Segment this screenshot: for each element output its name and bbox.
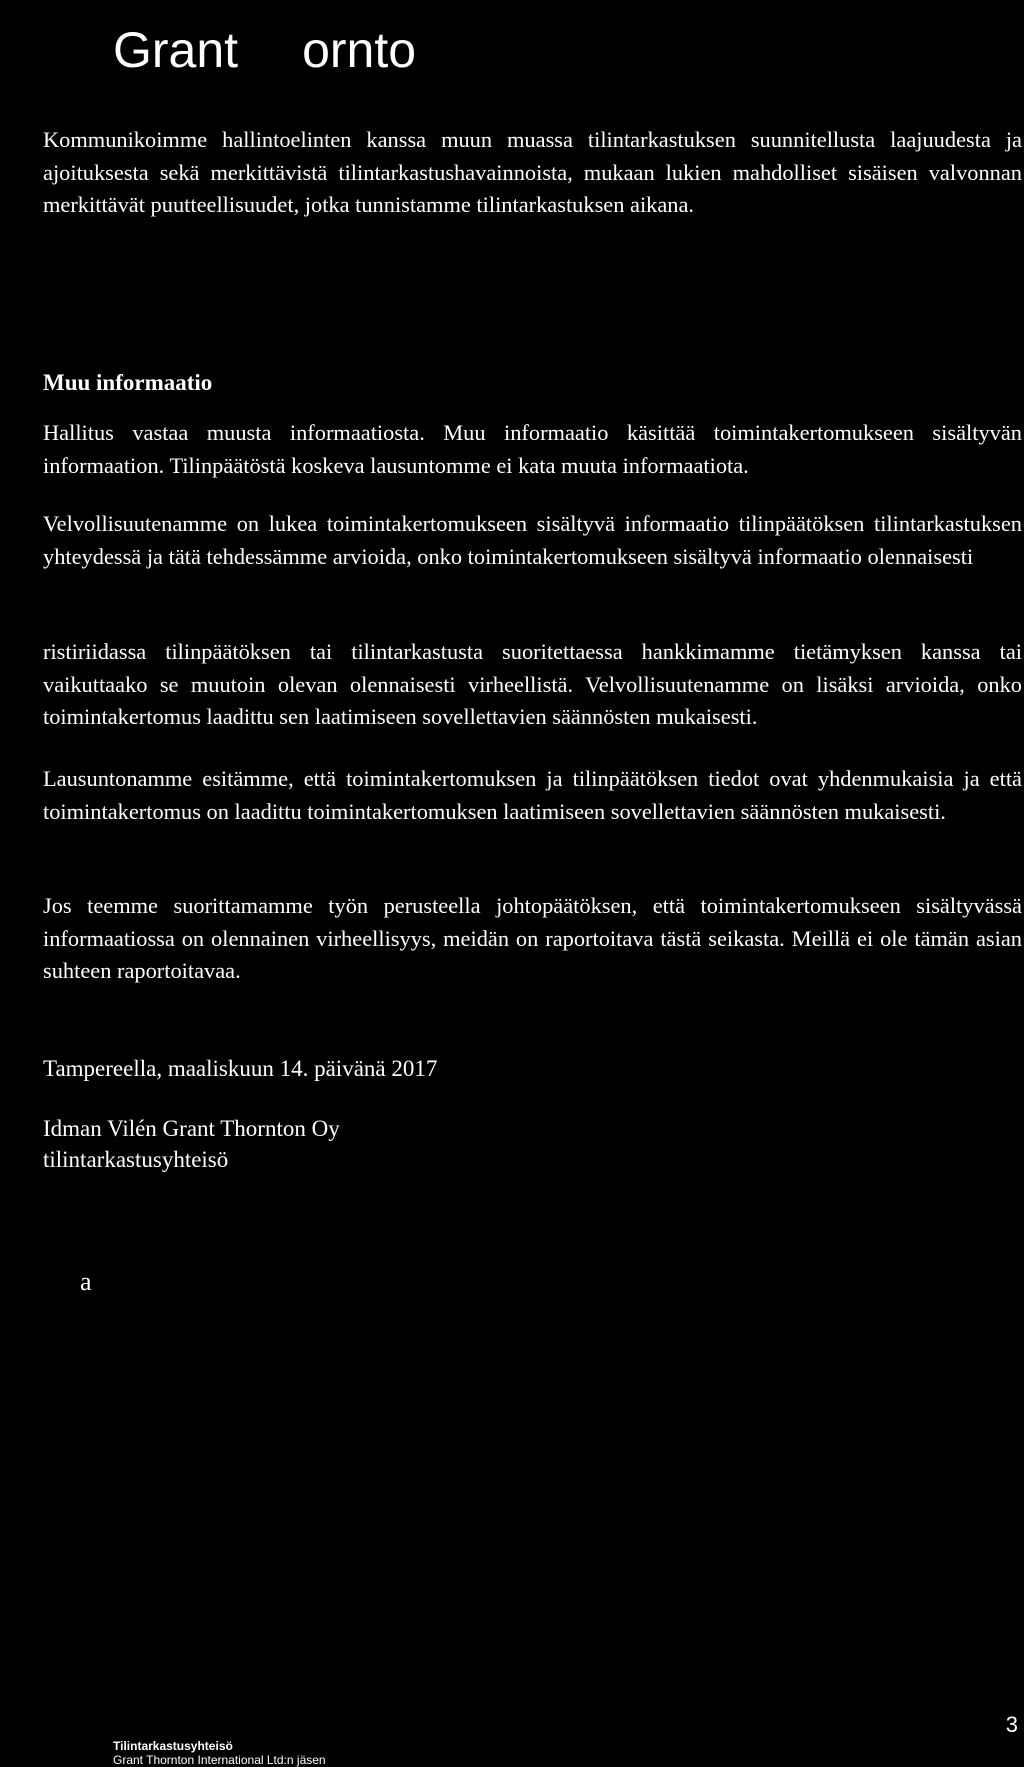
logo-word-grant: Grant bbox=[113, 22, 239, 78]
paragraph-3-text: ristiriidassa tilinpäätöksen tai tilintarkastusta suoritettaessa hankkimamme tietämyksen kanssa tai vaikuttaako se muutoin olevan olennaisesti virheellistä. Velvollisuutenamme on lisäksi arvioida, onko toimintakertomus laadittu sen laatimiseen sovellettavien säännösten mukaisesti. bbox=[43, 639, 1022, 729]
paragraph-2 bbox=[43, 508, 1022, 573]
paragraph-3 bbox=[43, 636, 1022, 734]
intro-section bbox=[43, 124, 1022, 222]
footer-line-1: Tilintarkastusyhteisö bbox=[113, 1739, 233, 1753]
paragraph-5-text: Jos teemme suorittamamme työn perusteella johtopäätöksen, että toimintakertomukseen sisältyvässä informaatiossa on olennainen virheellisyys, meidän on raportoitava tästä seikasta. Meillä ei ole tämän asian suhteen raportoitavaa. bbox=[43, 893, 1022, 983]
place-date: Tampereella, maaliskuun 14. päivänä 2017 bbox=[43, 1056, 438, 1081]
footer-line-2: Grant Thornton International Ltd:n jäsen bbox=[113, 1753, 326, 1767]
footer bbox=[113, 1739, 326, 1767]
logo-word-ornto: ornto bbox=[302, 22, 417, 78]
firm-name: Idman Vilén Grant Thornton Oy bbox=[43, 1116, 340, 1141]
paragraph-2-text: Velvollisuutenamme on lukea toimintakertomukseen sisältyvä informaatio tilinpäätöksen tilintarkastuksen yhteydessä ja tätä tehdessämme arvioida, onko toimintakertomukseen sisältyvä informaatio olennaisesti bbox=[43, 511, 1022, 569]
paragraph-5 bbox=[43, 890, 1022, 988]
paragraph-1 bbox=[43, 417, 1022, 482]
intro-paragraph: Kommunikoimme hallintoelinten kanssa muun muassa tilintarkastuksen suunnitellusta laajuudesta ja ajoituksesta sekä merkittävistä tilintarkastushavainnoista, mukaan lukien mahdolliset sisäisen valvonnan merkittävät puutteellisuudet, jotka tunnistamme tilintarkastuksen aikana. bbox=[43, 127, 1022, 217]
company-logo bbox=[113, 20, 416, 80]
paragraph-4 bbox=[43, 763, 1022, 828]
firm-type: tilintarkastusyhteisö bbox=[43, 1147, 229, 1172]
paragraph-4-text: Lausuntonamme esitämme, että toimintakertomuksen ja tilinpäätöksen tiedot ovat yhdenmukaisia ja että toimintakertomus on laadittu toimintakertomuksen laatimiseen sovellettavien säännösten mukaisesti. bbox=[43, 766, 1022, 824]
section-heading: Muu informaatio bbox=[43, 370, 213, 395]
signature-mark: a bbox=[80, 1267, 92, 1296]
page-number: 3 bbox=[1005, 1712, 1018, 1737]
paragraph-1-text: Hallitus vastaa muusta informaatiosta. Muu informaatio käsittää toimintakertomukseen sisältyvän informaation. Tilinpäätöstä koskeva lausuntomme ei kata muuta informaatiota. bbox=[43, 420, 1022, 478]
